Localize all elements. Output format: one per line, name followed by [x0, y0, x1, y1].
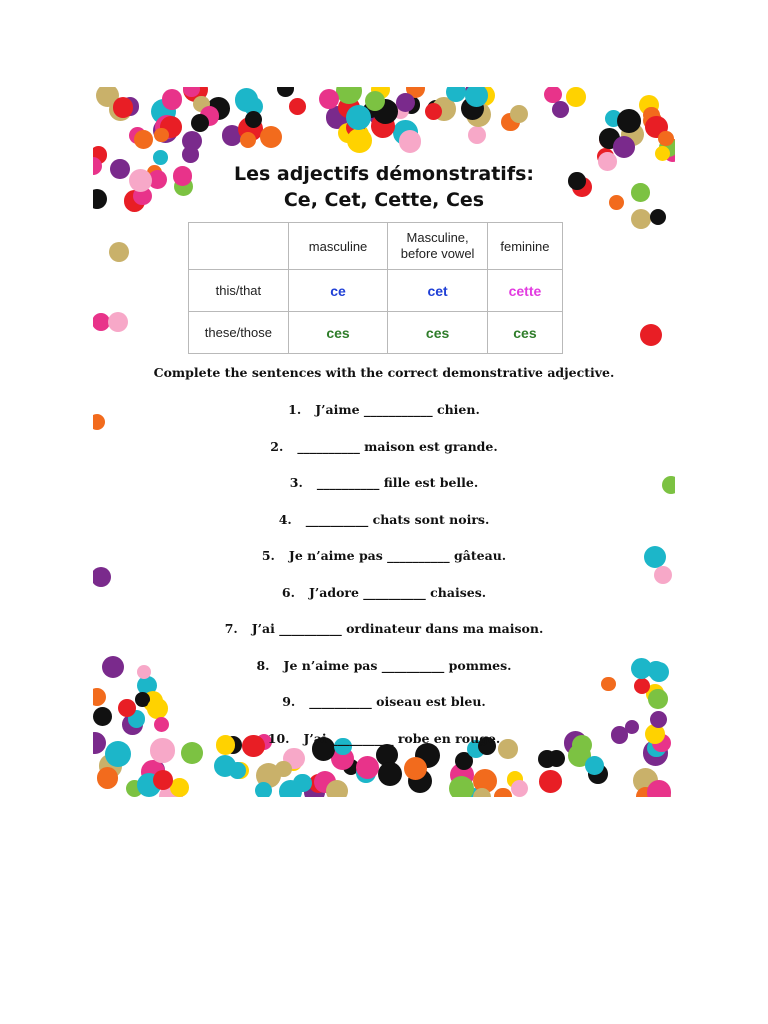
item-text: J’adore __________ chaises.	[308, 584, 487, 600]
item-number: 8.	[256, 657, 270, 673]
table-header-empty	[189, 223, 289, 270]
confetti-dot	[191, 114, 209, 132]
confetti-dot	[255, 782, 272, 797]
confetti-dot	[494, 788, 511, 797]
table-header-masculine: masculine	[288, 223, 387, 270]
item-text: Je n’aime pas __________ pommes.	[283, 657, 512, 673]
instructions-text: Complete the sentences with the correct demonstrative adjective.	[153, 365, 615, 380]
confetti-dot	[134, 130, 153, 149]
list-item	[93, 473, 675, 510]
confetti-dot	[510, 105, 528, 123]
table-header-feminine: feminine	[487, 223, 562, 270]
confetti-dot	[113, 97, 134, 118]
confetti-dot	[552, 101, 569, 118]
confetti-dot	[425, 103, 442, 120]
row-label-this-that: this/that	[189, 270, 289, 312]
item-text: __________ chats sont noirs.	[305, 511, 490, 527]
confetti-dot	[346, 105, 371, 130]
list-item	[93, 656, 675, 693]
form-ce: ce	[288, 270, 387, 312]
confetti-dot	[108, 312, 128, 332]
confetti-dot	[97, 767, 119, 789]
confetti-dot	[566, 87, 585, 106]
confetti-dot	[396, 93, 415, 112]
confetti-dot	[613, 136, 635, 158]
item-text: __________ fille est belle.	[316, 475, 479, 490]
item-text: J’ai __________ ordinateur dans ma maison.	[251, 621, 544, 636]
title-line-2: Ce, Cet, Cette, Ces	[283, 189, 485, 211]
confetti-dot	[326, 780, 348, 797]
list-item	[93, 546, 675, 583]
confetti-dot	[465, 87, 488, 107]
confetti-dot	[511, 780, 528, 797]
confetti-dot	[378, 762, 402, 786]
confetti-dot	[153, 770, 173, 790]
list-item	[93, 692, 675, 729]
item-text: __________ oiseau est bleu.	[309, 694, 486, 709]
form-ces-feminine: ces	[487, 312, 562, 354]
confetti-dot	[655, 146, 670, 161]
form-ces-masculine: ces	[288, 312, 387, 354]
confetti-dot	[468, 126, 486, 144]
form-cet: cet	[388, 270, 488, 312]
list-item	[93, 583, 675, 620]
confetti-dot	[399, 130, 421, 152]
confetti-dot	[658, 131, 673, 146]
list-item	[93, 437, 675, 474]
item-number: 5.	[261, 548, 275, 563]
confetti-dot	[289, 98, 306, 115]
item-text: J’aime ___________ chien.	[315, 402, 480, 417]
worksheet-title	[93, 161, 675, 213]
item-text: __________ maison est grande.	[297, 438, 498, 454]
demonstrative-adjectives-table	[188, 222, 563, 354]
item-number: 6.	[281, 584, 295, 600]
table-header-row	[189, 223, 563, 270]
list-item	[93, 729, 675, 766]
item-number: 2.	[270, 438, 284, 454]
table-row	[189, 270, 563, 312]
worksheet-page	[93, 87, 675, 797]
confetti-dot	[277, 87, 294, 97]
confetti-dot	[240, 132, 256, 148]
confetti-dot	[347, 128, 372, 153]
confetti-dot	[319, 89, 339, 109]
confetti-dot	[647, 780, 671, 797]
form-cette: cette	[487, 270, 562, 312]
table-row	[189, 312, 563, 354]
table-header-masculine-before-vowel: Masculine, before vowel	[388, 223, 488, 270]
list-item	[93, 619, 675, 656]
confetti-dot	[640, 324, 662, 346]
confetti-dot	[109, 242, 129, 262]
title-line-1: Les adjectifs démonstratifs:	[233, 163, 534, 185]
confetti-dot	[449, 776, 474, 797]
confetti-dot	[617, 109, 641, 133]
confetti-dot	[365, 91, 385, 111]
list-item	[93, 400, 675, 437]
list-item	[93, 510, 675, 547]
item-number: 9.	[282, 694, 296, 709]
row-label-these-those: these/those	[189, 312, 289, 354]
confetti-dot	[446, 87, 466, 102]
item-number: 7.	[224, 621, 238, 636]
confetti-dot	[260, 126, 282, 148]
confetti-dot	[539, 770, 562, 793]
item-number: 1.	[288, 402, 302, 417]
confetti-dot	[154, 128, 169, 143]
confetti-dot	[162, 89, 183, 110]
item-number: 10.	[267, 730, 290, 746]
item-number: 3.	[289, 475, 303, 490]
exercise-list	[93, 400, 675, 765]
item-number: 4.	[278, 511, 292, 527]
item-text: Je n’aime pas __________ gâteau.	[288, 548, 507, 563]
item-text: J’ai __________ robe en rouge.	[303, 730, 501, 746]
form-ces-before-vowel: ces	[388, 312, 488, 354]
